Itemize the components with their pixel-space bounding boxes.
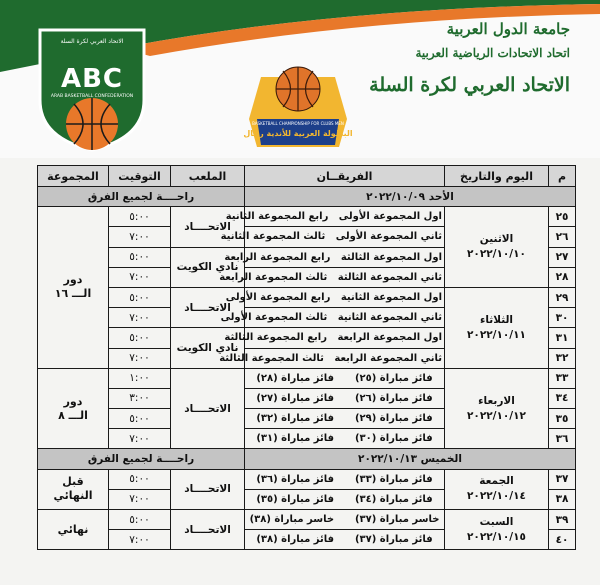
match-time: ٥:٠٠ — [109, 409, 171, 429]
table-row — [38, 287, 576, 307]
match-num: ٣٨ — [549, 489, 576, 509]
venue-cell: الاتحــــاد — [171, 368, 245, 449]
abc-logo — [36, 26, 148, 152]
match-teams — [225, 207, 445, 227]
rest-row — [38, 449, 576, 469]
championship-logo — [243, 55, 353, 151]
match-teams — [245, 530, 445, 550]
team-2: فائز مباراة (٢٨) — [256, 372, 335, 384]
rest-text: راحــــة لجميع الفرق — [38, 187, 245, 207]
team-2: رابع المجموعة الرابعة — [224, 251, 331, 263]
match-teams — [224, 247, 445, 267]
table-row — [38, 510, 576, 530]
day-name: الجمعة — [479, 475, 514, 488]
table-row — [38, 469, 576, 489]
group-line2: الـــ ١٦ — [54, 287, 92, 301]
match-time: ٧:٠٠ — [109, 267, 171, 287]
table-row — [38, 207, 576, 227]
day-date: ٢٠٢٢/١٠/١٥ — [467, 530, 526, 543]
team-2: ثالث المجموعة الثالثة — [219, 352, 324, 364]
logo-sub-text: ARAB BASKETBALL CONFEDERATION — [50, 94, 134, 99]
team-1: اول المجموعة الأولى — [338, 211, 442, 223]
group-cell — [38, 207, 109, 369]
day-name: الاثنين — [479, 233, 514, 246]
match-time: ٧:٠٠ — [109, 429, 171, 449]
org-arab-league: جامعة الدول العربية — [446, 20, 570, 38]
day-date: ٢٠٢٢/١٠/١١ — [467, 328, 526, 341]
match-time: ٥:٠٠ — [109, 247, 171, 267]
col-time: التوقيت — [109, 166, 171, 187]
match-time: ٥:٠٠ — [109, 207, 171, 227]
group-cell — [38, 510, 109, 550]
match-teams — [245, 368, 445, 388]
group-line1: دور — [63, 394, 83, 408]
team-2: رابع المجموعة الأولى — [225, 292, 331, 304]
org-arab-basketball: الاتحاد العربي لكرة السلة — [369, 74, 570, 96]
match-teams — [220, 308, 445, 328]
day-cell — [445, 469, 549, 509]
match-time: ٥:٠٠ — [109, 469, 171, 489]
team-1: فائز مباراة (٢٥) — [354, 372, 433, 384]
match-time: ٣:٠٠ — [109, 388, 171, 408]
rest-row — [38, 187, 576, 207]
group-line2: النهائي — [53, 489, 93, 503]
team-1: فائز مباراة (٣٧) — [354, 534, 433, 546]
match-time: ٧:٠٠ — [109, 308, 171, 328]
match-num: ٣٣ — [549, 368, 576, 388]
match-time: ٧:٠٠ — [109, 348, 171, 368]
venue-cell: الاتحــــاد — [171, 510, 245, 550]
table-row — [38, 368, 576, 388]
match-teams — [220, 227, 445, 247]
venue-cell: الاتحــــاد — [171, 207, 245, 247]
day-cell — [445, 368, 549, 449]
day-name: الثلاثاء — [479, 313, 514, 326]
col-venue: الملعب — [171, 166, 245, 187]
day-name: السبت — [479, 515, 514, 528]
day-date: ٢٠٢٢/١٠/١٤ — [467, 490, 526, 503]
match-num: ٣٥ — [549, 409, 576, 429]
team-2: فائز مباراة (٣٢) — [256, 413, 335, 425]
day-name: الاربعاء — [478, 394, 515, 407]
match-teams — [245, 429, 445, 449]
col-num: م — [549, 166, 576, 187]
match-time: ٥:٠٠ — [109, 287, 171, 307]
match-num: ٢٥ — [549, 207, 576, 227]
match-teams — [219, 267, 445, 287]
team-2: فائز مباراة (٣١) — [256, 433, 335, 445]
team-1: فائز مباراة (٢٩) — [354, 413, 433, 425]
team-1: ثاني المجموعة الأولى — [335, 231, 442, 243]
logo-top-text: الاتحاد العربي لكرة السلة — [60, 38, 124, 45]
group-line2: الـــ ٨ — [58, 408, 88, 422]
team-2: ثالث المجموعة الثانية — [220, 231, 326, 243]
team-2: ثالث المجموعة الأولى — [220, 312, 328, 324]
day-cell — [445, 287, 549, 368]
table-header-row — [38, 166, 576, 187]
rest-day: الأحد ٢٠٢٢/١٠/٠٩ — [245, 187, 576, 207]
schedule-table — [37, 165, 576, 550]
group-line1: قبل — [62, 475, 84, 489]
match-num: ٣١ — [549, 328, 576, 348]
page-header — [0, 0, 600, 158]
match-num: ٣٤ — [549, 388, 576, 408]
match-teams — [219, 348, 445, 368]
team-2: خاسر مباراة (٣٨) — [249, 514, 335, 526]
day-date: ٢٠٢٢/١٠/١٠ — [467, 248, 526, 261]
day-date: ٢٠٢٢/١٠/١٢ — [467, 409, 526, 422]
team-2: رابع المجموعة الثانية — [225, 211, 329, 223]
group-line1: نهائي — [57, 522, 89, 536]
match-num: ٢٨ — [549, 267, 576, 287]
col-teams: الفريقــان — [245, 166, 445, 187]
team-1: ثاني المجموعة الثالثة — [337, 271, 442, 283]
match-teams — [245, 510, 445, 530]
venue-cell: نادي الكويت — [171, 247, 245, 287]
group-cell — [38, 368, 109, 449]
team-2: فائز مباراة (٣٦) — [256, 473, 335, 485]
team-2: ثالث المجموعة الرابعة — [219, 271, 328, 283]
logo-abc-text: ABC — [60, 64, 124, 94]
team-1: فائز مباراة (٢٦) — [354, 392, 433, 404]
match-time: ٥:٠٠ — [109, 510, 171, 530]
col-group: المجموعة — [38, 166, 109, 187]
match-num: ٢٧ — [549, 247, 576, 267]
team-1: فائز مباراة (٣٤) — [354, 493, 433, 505]
team-1: اول المجموعة الثانية — [340, 292, 442, 304]
match-num: ٣٠ — [549, 308, 576, 328]
match-num: ٢٩ — [549, 287, 576, 307]
match-num: ٣٢ — [549, 348, 576, 368]
team-1: ثاني المجموعة الثانية — [337, 312, 442, 324]
match-time: ٥:٠٠ — [109, 328, 171, 348]
match-teams — [224, 328, 445, 348]
championship-arabic-title: البطولة العربية للأندية رجال — [243, 129, 353, 138]
rest-text: راحــــة لجميع الفرق — [38, 449, 245, 469]
group-line1: دور — [63, 273, 83, 287]
team-2: رابع المجموعة الثالثة — [224, 332, 327, 344]
col-day: اليوم والتاريخ — [445, 166, 549, 187]
match-time: ٧:٠٠ — [109, 489, 171, 509]
team-1: اول المجموعة الرابعة — [337, 332, 442, 344]
day-cell — [445, 207, 549, 288]
match-teams — [245, 469, 445, 489]
match-num: ٣٦ — [549, 429, 576, 449]
match-time: ٧:٠٠ — [109, 227, 171, 247]
match-time: ١:٠٠ — [109, 368, 171, 388]
match-num: ٣٩ — [549, 510, 576, 530]
team-1: فائز مباراة (٣٠) — [354, 433, 433, 445]
team-1: فائز مباراة (٣٣) — [354, 473, 433, 485]
match-num: ٤٠ — [549, 530, 576, 550]
day-cell — [445, 510, 549, 550]
match-num: ٣٧ — [549, 469, 576, 489]
group-cell — [38, 469, 109, 509]
venue-cell: الاتحــــاد — [171, 287, 245, 327]
venue-cell: نادي الكويت — [171, 328, 245, 368]
team-1: خاسر مباراة (٣٧) — [354, 514, 440, 526]
venue-cell: الاتحــــاد — [171, 469, 245, 509]
team-1: اول المجموعة الثالثة — [340, 251, 442, 263]
org-arab-sports-federations: اتحاد الاتحادات الرياضية العربية — [415, 46, 570, 60]
match-time: ٧:٠٠ — [109, 530, 171, 550]
team-2: فائز مباراة (٢٧) — [256, 392, 335, 404]
match-teams — [245, 489, 445, 509]
team-1: ثاني المجموعة الرابعة — [334, 352, 442, 364]
championship-english-title: BASKETBALL CHAMPIONSHIP FOR CLUBS MEN — [252, 121, 344, 126]
match-teams — [245, 388, 445, 408]
team-2: فائز مباراة (٣٥) — [256, 493, 335, 505]
match-teams — [225, 287, 445, 307]
rest-day: الخميس ٢٠٢٢/١٠/١٣ — [245, 449, 576, 469]
team-2: فائز مباراة (٣٨) — [256, 534, 335, 546]
match-teams — [245, 409, 445, 429]
match-num: ٢٦ — [549, 227, 576, 247]
